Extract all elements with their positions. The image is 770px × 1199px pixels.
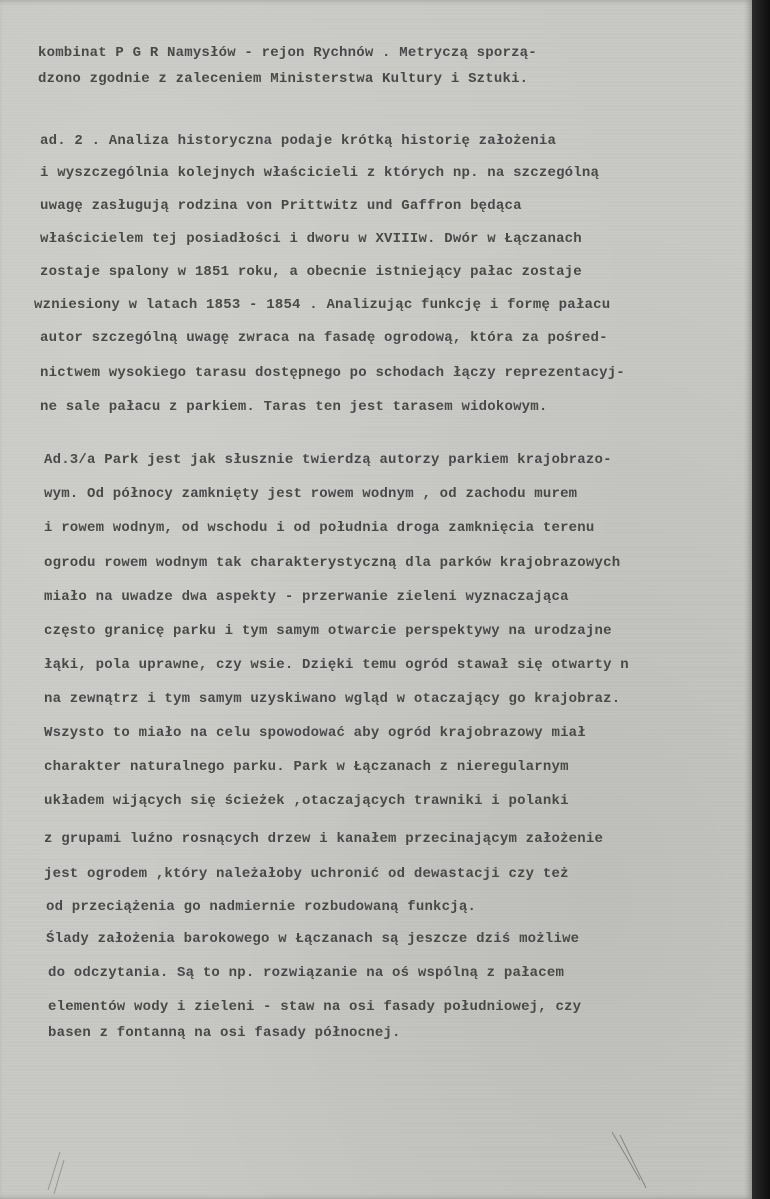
text-line: dzono zgodnie z zaleceniem Ministerstwa Kultury i Sztuki. (38, 71, 529, 87)
text-line: układem wijących się ścieżek ,otaczających trawniki i polanki (44, 793, 569, 809)
paper-scratch-mark (610, 1130, 650, 1190)
text-line: ad. 2 . Analiza historyczna podaje krótką historię założenia (40, 133, 557, 149)
text-line: jest ogrodem ,który należałoby uchronić od dewastacji czy też (44, 866, 569, 882)
text-line: wym. Od północy zamknięty jest rowem wodnym , od zachodu murem (44, 486, 578, 502)
scan-edge (752, 0, 770, 1199)
text-line: na zewnątrz i tym samym uzyskiwano wgląd w otaczający go krajobraz. (44, 691, 621, 707)
text-line: nictwem wysokiego tarasu dostępnego po schodach łączy reprezentacyj- (40, 365, 625, 381)
text-line: uwagę zasługują rodzina von Prittwitz und Gaffron będąca (40, 198, 522, 214)
text-line: często granicę parku i tym samym otwarcie perspektywy na urodzajne (44, 623, 612, 639)
text-line: właścicielem tej posiadłości i dworu w XVIIIw. Dwór w Łączanach (40, 231, 582, 247)
text-line: kombinat P G R Namysłów - rejon Rychnów . Metryczą sporzą- (38, 45, 537, 61)
text-line: od przeciążenia go nadmiernie rozbudowaną funkcją. (46, 899, 477, 915)
text-line: i wyszczególnia kolejnych właścicieli z których np. na szczególną (40, 165, 600, 181)
text-line: Wszysto to miało na celu spowodować aby ogród krajobrazowy miał (44, 725, 586, 741)
text-line: Ślady założenia barokowego w Łączanach są jeszcze dziś możliwe (46, 931, 580, 947)
text-line: i rowem wodnym, od wschodu i od południa droga zamknięcia terenu (44, 520, 595, 536)
text-line: wzniesiony w latach 1853 - 1854 . Analizując funkcję i formę pałacu (34, 297, 611, 313)
text-line: Ad.3/a Park jest jak słusznie twierdzą autorzy parkiem krajobrazo- (44, 452, 612, 468)
text-line: ne sale pałacu z parkiem. Taras ten jest tarasem widokowym. (40, 399, 548, 415)
text-line: do odczytania. Są to np. rozwiązanie na oś wspólną z pałacem (48, 965, 565, 981)
text-line: zostaje spalony w 1851 roku, a obecnie istniejący pałac zostaje (40, 264, 582, 280)
text-line: z grupami luźno rosnących drzew i kanałem przecinającym założenie (44, 831, 604, 847)
text-line: łąki, pola uprawne, czy wsie. Dzięki temu ogród stawał się otwarty n (44, 657, 629, 673)
text-line: elementów wody i zieleni - staw na osi fasady południowej, czy (48, 999, 582, 1015)
text-line: ogrodu rowem wodnym tak charakterystyczną dla parków krajobrazowych (44, 555, 621, 571)
paper-scratch-mark (40, 1150, 70, 1195)
text-line: charakter naturalnego parku. Park w Łączanach z nieregularnym (44, 759, 569, 775)
text-line: basen z fontanną na osi fasady północnej. (48, 1025, 401, 1041)
text-line: autor szczególną uwagę zwraca na fasadę ogrodową, która za pośred- (40, 330, 608, 346)
text-line: miało na uwadze dwa aspekty - przerwanie zieleni wyznaczająca (44, 589, 569, 605)
